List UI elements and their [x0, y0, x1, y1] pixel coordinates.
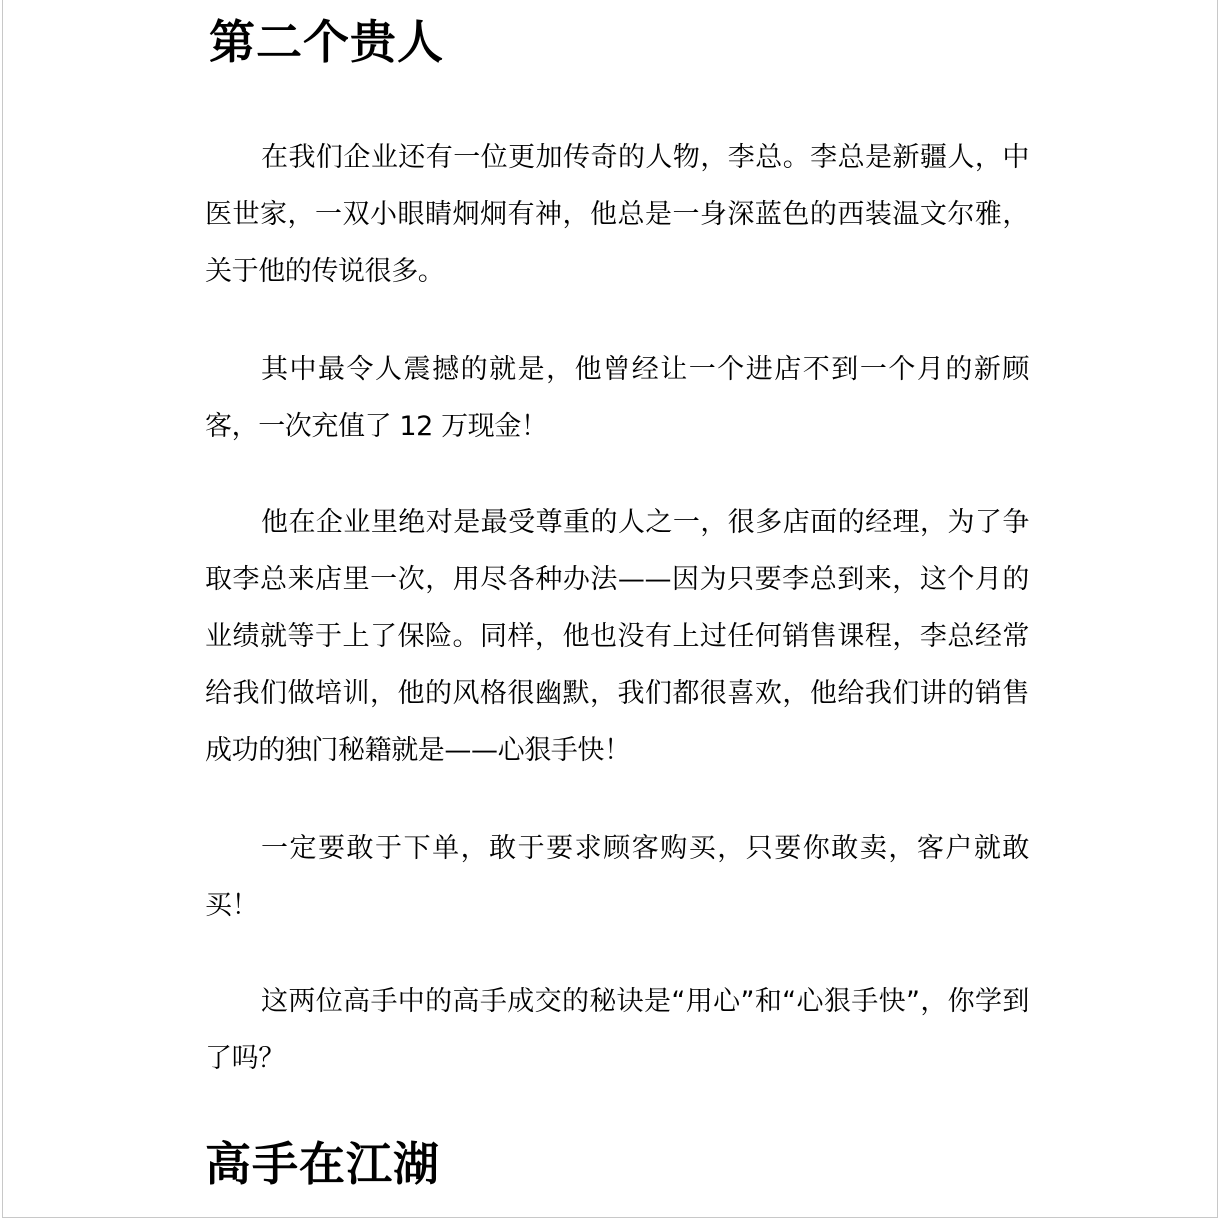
- paragraph-1: 在我们企业还有一位更加传奇的人物，李总。李总是新疆人，中医世家，一双小眼睛炯炯有神，他总是一身深蓝色的西装温文尔雅，关于他的传说很多。: [205, 142, 1029, 287]
- paragraph-5: 这两位高手中的高手成交的秘诀是“用心”和“心狠手快”，你学到了吗？: [205, 986, 1029, 1074]
- section-heading-second: 高手在江湖: [205, 1137, 440, 1191]
- paragraph-3: 他在企业里绝对是最受尊重的人之一，很多店面的经理，为了争取李总来店里一次，用尽各种办法——因为只要李总到来，这个月的业绩就等于上了保险。同样，他也没有上过任何销售课程，李总经常给我们做培训，他的风格很幽默，我们都很喜欢，他给我们讲的销售成功的独门秘籍就是——心狠手快！: [205, 507, 1029, 766]
- paragraph-4: 一定要敢于下单，敢于要求顾客购买，只要你敢卖，客户就敢买！: [205, 833, 1029, 921]
- document-page: [2, 0, 1218, 1218]
- section-heading-first: 第二个贵人: [209, 15, 444, 69]
- paragraph-2: 其中最令人震撼的就是，他曾经让一个进店不到一个月的新顾客，一次充值了 12 万现金！: [205, 354, 1029, 442]
